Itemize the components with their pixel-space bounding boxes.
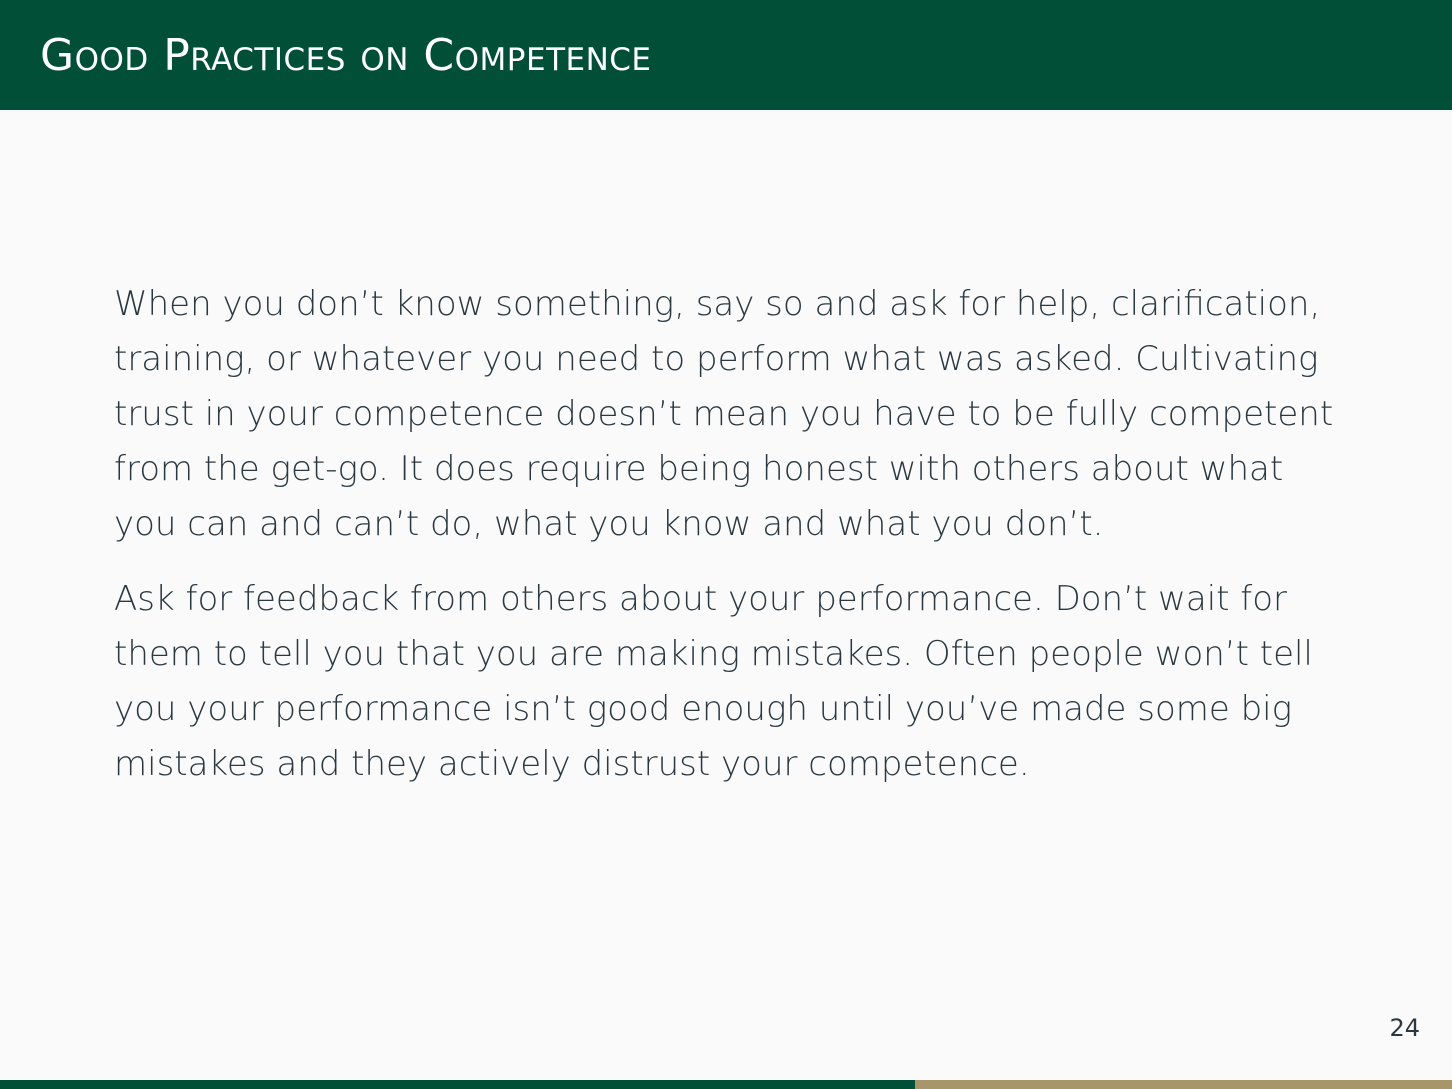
body-paragraph-2: Ask for feedback from others about your performance. Don’t wait for them to tell you that you are making mistakes. Often people won’t tell you your performance isn’t good enough until you’ve made some big mistakes and they actively distrust your competence. xyxy=(114,579,1313,784)
slide-header xyxy=(0,0,1452,110)
progress-bar-fill xyxy=(0,1080,915,1089)
body-paragraph-1: When you don’t know something, say so and ask for help, clarification, training, or whatever you need to perform what was asked. Cultivating trust in your competence doesn’t mean you have to be fully competent from the get-go. It does require being honest with others about what you can and can’t do, what you know and what you don’t. xyxy=(114,284,1334,544)
slide-title: Good Practices on Competence xyxy=(40,30,652,81)
slide-body xyxy=(114,277,1349,792)
progress-bar xyxy=(0,1080,1452,1089)
page-number: 24 xyxy=(1389,1014,1420,1042)
